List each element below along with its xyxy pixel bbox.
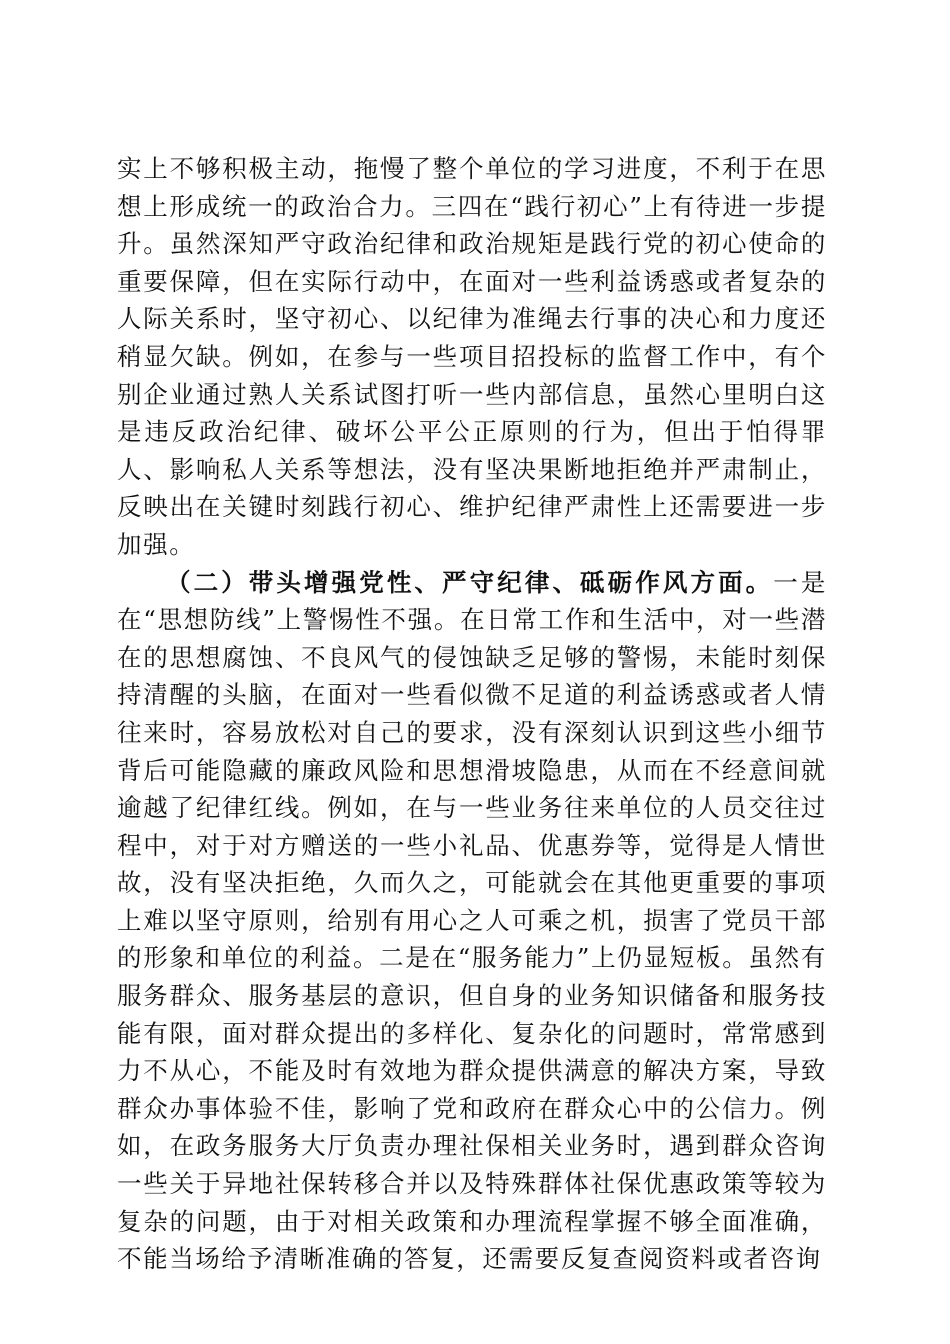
paragraph-text: 一是在“思想防线”上警惕性不强。在日常工作和生活中，对一些潜在的思想腐蚀、不良风气的侵蚀缺乏足够的警惕，未能时刻保持清醒的头脑，在面对一些看似微不足道的利益诱惑或者人情往来时，容易放松对自己的要求，没有深刻认识到这些小细节背后可能隐藏的廉政风险和思想滑坡隐患，从而在不经意间就逾越了纪律红线。例如，在与一些业务往来单位的人员交往过程中，对于对方赠送的一些小礼品、优惠券等，觉得是人情世故，没有坚决拒绝，久而久之，可能就会在其他更重要的事项上难以坚守原则，给别有用心之人可乘之机，损害了党员干部的形象和单位的利益。二是在“服务能力”上仍显短板。虽然有服务群众、服务基层的意识，但自身的业务知识储备和服务技能有限，面对群众提出的多样化、复杂化的问题时，常常感到力不从心，不能及时有效地为群众提供满意的解决方案，导致群众办事体验不佳，影响了党和政府在群众心中的公信力。例如，在政务服务大厅负责办理社保相关业务时，遇到群众咨询一些关于异地社保转移合并以及特殊群体社保优惠政策等较为复杂的问题，由于对相关政策和办理流程掌握不够全面准确，不能当场给予清晰准确的答复，还需要反复查阅资料或者咨询 bbox=[117, 567, 828, 1274]
paragraph-continuation bbox=[117, 150, 827, 564]
paragraph-section-two bbox=[117, 564, 827, 1278]
paragraph-text: 实上不够积极主动，拖慢了整个单位的学习进度，不利于在思想上形成统一的政治合力。三四在“践行初心”上有待进一步提升。虽然深知严守政治纪律和政治规矩是践行党的初心使命的重要保障，但在实际行动中，在面对一些利益诱惑或者复杂的人际关系时，坚守初心、以纪律为准绳去行事的决心和力度还稍显欠缺。例如，在参与一些项目招投标的监督工作中，有个别企业通过熟人关系试图打听一些内部信息，虽然心里明白这是违反政治纪律、破坏公平公正原则的行为，但出于怕得罪人、影响私人关系等想法，没有坚决果断地拒绝并严肃制止，反映出在关键时刻践行初心、维护纪律严肃性上还需要进一步加强。 bbox=[117, 154, 827, 559]
body-text bbox=[117, 150, 827, 1278]
section-heading: （二）带头增强党性、严守纪律、砥砺作风方面。 bbox=[166, 567, 774, 597]
